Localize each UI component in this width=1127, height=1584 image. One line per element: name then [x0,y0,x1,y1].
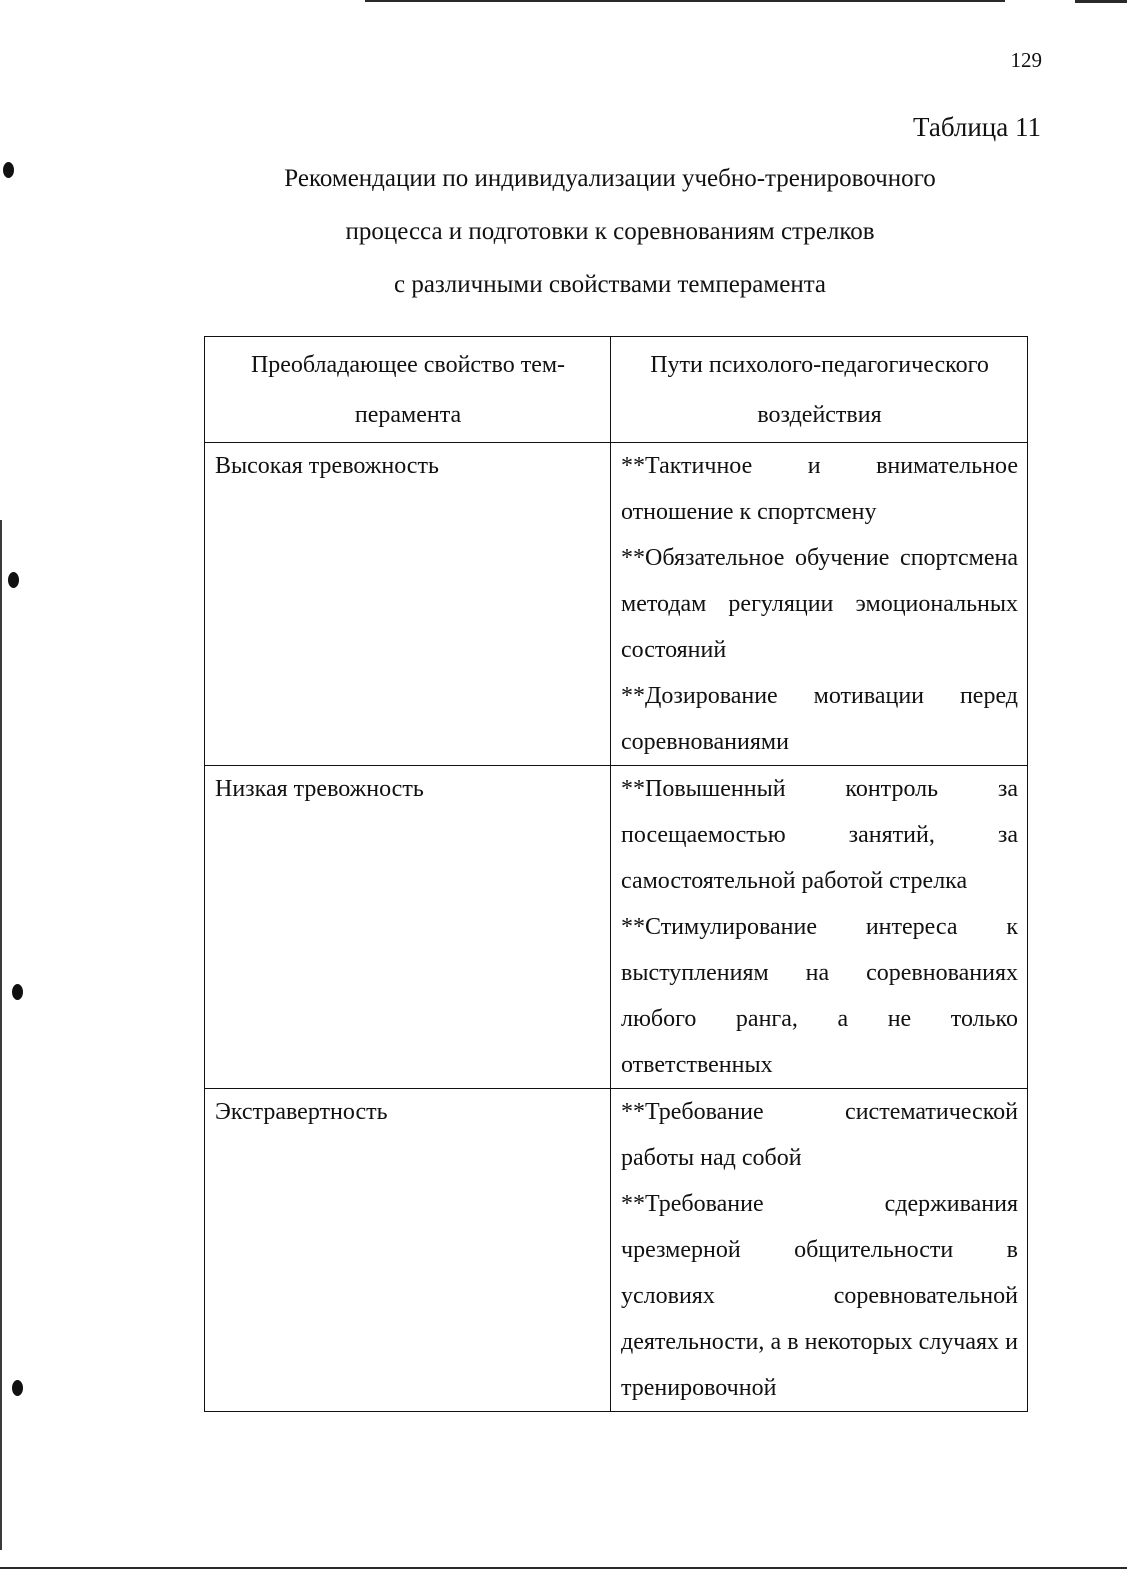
punch-hole-mark [8,572,19,588]
punch-hole-mark [3,162,14,178]
measures-cell [611,1089,1028,1412]
measure-item: **Обязательное обучение спортсмена методам регуляции эмоциональных состояний [621,545,1018,663]
punch-hole-mark [12,1380,23,1396]
property-cell: Низкая тревожность [205,766,611,1089]
property-cell: Высокая тревожность [205,443,611,766]
table-label: Таблица 11 [913,112,1041,142]
measures-cell [611,766,1028,1089]
column-header-property [205,337,611,443]
column-header-property-text: Преобладающее свойство тем- перамента [250,352,566,428]
measure-item: **Требование систематической работы над собой [621,1099,1018,1171]
measure-item: **Дозирование мотивации перед соревнованиями [621,683,1018,755]
title-line: с различными свойствами темперамента [393,271,827,298]
property-cell: Экстравертность [205,1089,611,1412]
measures-cell [611,443,1028,766]
scan-edge-top [365,0,1005,2]
punch-hole-mark [12,984,23,1000]
page-number: 129 [1010,48,1042,72]
scan-edge-top-right [1075,0,1127,3]
measure-item: **Тактичное и внимательное отношение к спортсмену [621,453,1018,525]
scan-edge-left [0,520,2,1550]
table-header-row [205,337,1028,443]
table-row [205,443,1028,766]
table-title [150,152,1070,311]
measure-item: **Требование сдерживания чрезмерной общительности в условиях соревновательной деятельности, а в некоторых случаях и тренировочной [621,1191,1018,1401]
measure-item: **Повышенный контроль за посещаемостью занятий, за самостоятельной работой стрелка [621,776,1018,894]
title-line: процесса и подготовки к соревнованиям стрелков [345,218,875,245]
recommendations-table [204,336,1028,1412]
column-header-measures-text: Пути психолого-педагогического воздействия [650,352,989,428]
scan-edge-bottom [0,1567,1127,1569]
title-line: Рекомендации по индивидуализации учебно-тренировочного [284,165,936,192]
column-header-measures [611,337,1028,443]
table-row [205,766,1028,1089]
table-row [205,1089,1028,1412]
measure-item: **Стимулирование интереса к выступлениям на соревнованиях любого ранга, а не только ответственных [621,914,1018,1078]
